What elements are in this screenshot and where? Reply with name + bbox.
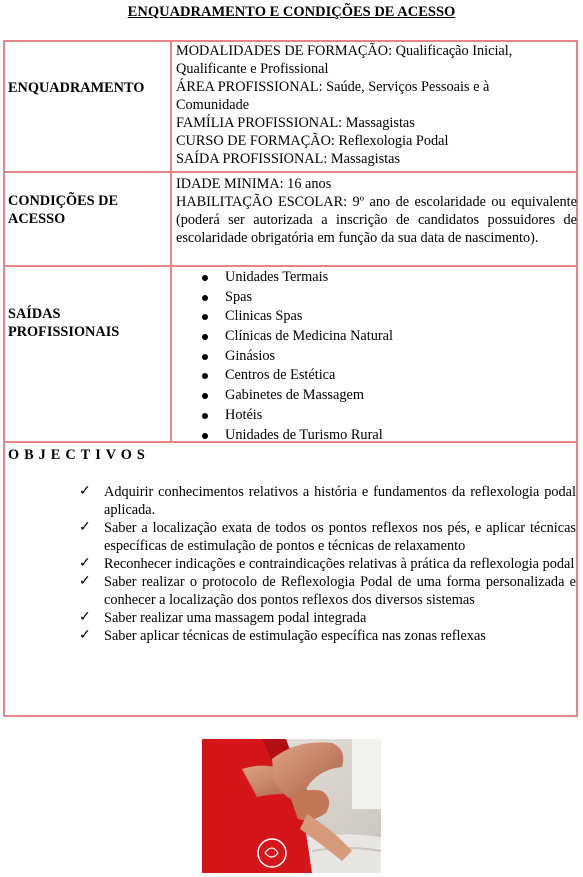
list-item: Centros de Estética xyxy=(176,366,577,386)
checkmark-icon: ✓ xyxy=(79,628,91,643)
objective-item: ✓ Adquirir conhecimentos relativos a história e fundamentos da reflexologia podal aplicada. xyxy=(79,484,576,518)
foot-massage-illustration xyxy=(202,739,381,873)
row-divider xyxy=(3,265,578,267)
objectivos-list xyxy=(79,483,576,645)
familia-text: FAMÍLIA PROFISSIONAL: Massagistas xyxy=(176,115,415,131)
checkmark-icon: ✓ xyxy=(79,484,91,499)
objective-item: ✓ Saber aplicar técnicas de estimulação específica nas zonas reflexas xyxy=(79,628,486,644)
enquadramento-content xyxy=(176,42,556,168)
objective-item: ✓ Saber a localização exata de todos os pontos reflexos nos pés, e aplicar técnicas específicas de estimulação de pontos e técnicas de relaxamento xyxy=(79,520,576,554)
list-item: Clínicas de Medicina Natural xyxy=(176,327,577,347)
habilitacao-text: HABILITAÇÃO ESCOLAR: 9º ano de escolaridade ou equivalente (poderá ser autorizada a inscrição de candidatos possuidores de escolaridade obrigatória em função da sua data de nascimento). xyxy=(176,194,577,246)
list-item: Gabinetes de Massagem xyxy=(176,386,577,406)
column-divider xyxy=(170,40,172,443)
checkmark-icon: ✓ xyxy=(79,610,91,625)
idade-text: IDADE MINIMA: 16 anos xyxy=(176,176,332,192)
reflexology-photo xyxy=(202,739,381,873)
list-item: Clinicas Spas xyxy=(176,307,577,327)
checkmark-icon: ✓ xyxy=(79,556,91,571)
list-item: Unidades de Turismo Rural xyxy=(176,426,577,446)
objective-item: ✓ Reconhecer indicações e contraindicações relativas à prática da reflexologia podal xyxy=(79,556,575,572)
list-item: Unidades Termais xyxy=(176,268,577,288)
modalidades-text: MODALIDADES DE FORMAÇÃO: Qualificação Inicial, Qualificante e Profissional xyxy=(176,43,513,77)
row-label-enquadramento: ENQUADRAMENTO xyxy=(8,80,145,96)
row-divider xyxy=(3,171,578,173)
saidas-list xyxy=(176,268,577,445)
page-title: ENQUADRAMENTO E CONDIÇÕES DE ACESSO xyxy=(127,4,456,20)
list-item: Spas xyxy=(176,288,577,308)
condicoes-content xyxy=(176,175,577,247)
objective-item: ✓ Saber realizar uma massagem podal integrada xyxy=(79,610,367,626)
checkmark-icon: ✓ xyxy=(79,574,91,589)
row-label-condicoes: CONDIÇÕES DE ACESSO xyxy=(8,193,119,227)
saida-text: SAÍDA PROFISSIONAL: Massagistas xyxy=(176,151,401,167)
objectivos-heading: OBJECTIVOS xyxy=(8,447,150,463)
list-item: Hotéis xyxy=(176,406,577,426)
objective-item: ✓ Saber realizar o protocolo de Reflexologia Podal de uma forma personalizada e conhecer a localização dos pontos reflexos dos diversos sistemas xyxy=(79,574,576,608)
row-label-saidas: SAÍDAS PROFISSIONAIS xyxy=(8,306,120,340)
curso-text: CURSO DE FORMAÇÃO: Reflexologia Podal xyxy=(176,133,449,149)
list-item: Ginásios xyxy=(176,347,577,367)
area-text: ÁREA PROFISSIONAL: Saúde, Serviços Pessoais e à Comunidade xyxy=(176,79,490,113)
saidas-content xyxy=(176,268,577,445)
checkmark-icon: ✓ xyxy=(79,520,91,535)
